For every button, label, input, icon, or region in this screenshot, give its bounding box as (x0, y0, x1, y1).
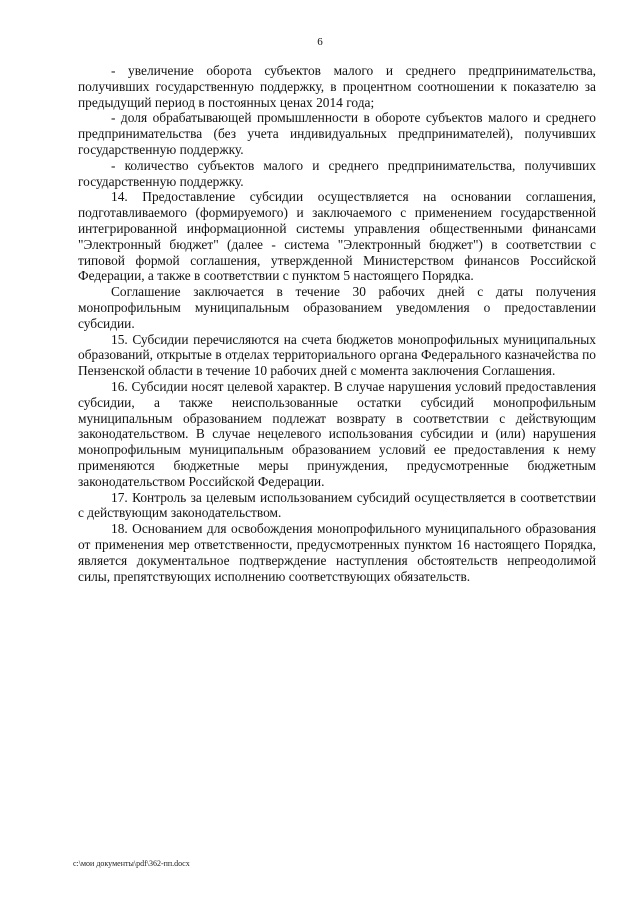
footer-file-path: c:\мои документы\pdf\362-пп.docx (73, 859, 190, 868)
paragraph-indicator-manufacturing: - доля обрабатывающей промышленности в обороте субъектов малого и среднего предпринимательства (без учета индивидуальных предпринимателей), получивших государственную поддержку. (78, 110, 596, 157)
paragraph-clause-17: 17. Контроль за целевым использованием субсидий осуществляется в соответствии с действующим законодательством. (78, 489, 596, 521)
paragraph-agreement-term: Соглашение заключается в течение 30 рабочих дней с даты получения монопрофильным муниципальным образованием уведомления о предоставлении субсидии. (78, 284, 596, 331)
document-body (78, 63, 596, 584)
page-number: 6 (317, 36, 323, 48)
paragraph-clause-18: 18. Основанием для освобождения монопрофильного муниципального образования от применения мер ответственности, предусмотренных пунктом 16 настоящего Порядка, является документальное подтверждение наступления обстоятельств непреодолимой силы, препятствующих исполнению соответствующих обязательств. (78, 521, 596, 584)
paragraph-clause-14: 14. Предоставление субсидии осуществляется на основании соглашения, подготавливаемого (формируемого) и заключаемого с применением государственной интегрированной информационной системы управления общественными финансами "Электронный бюджет" (далее - система "Электронный бюджет") в соответствии с типовой формой соглашения, утвержденной Министерством финансов Российской Федерации, а также в соответствии с пунктом 5 настоящего Порядка. (78, 189, 596, 284)
paragraph-clause-16: 16. Субсидии носят целевой характер. В случае нарушения условий предоставления субсидии, а также неиспользованные остатки субсидий монопрофильным муниципальным образованием подлежат возврату в соответствии с действующим законодательством. В случае нецелевого использования субсидии и (или) нарушения монопрофильным муниципальным образованием условий ее предоставления к нему применяются бюджетные меры принуждения, предусмотренные бюджетным законодательством Российской Федерации. (78, 378, 596, 489)
paragraph-clause-15: 15. Субсидии перечисляются на счета бюджетов монопрофильных муниципальных образований, открытые в отделах территориального органа Федерального казначейства по Пензенской области в течение 10 рабочих дней с момента заключения Соглашения. (78, 331, 596, 379)
paragraph-indicator-count: - количество субъектов малого и среднего предпринимательства, получивших государственную поддержку. (78, 157, 596, 189)
paragraph-indicator-turnover: - увеличение оборота субъектов малого и среднего предпринимательства, получивших государственную поддержку, в процентном соотношении к показателю за предыдущий период в постоянных ценах 2014 года; (78, 63, 596, 110)
